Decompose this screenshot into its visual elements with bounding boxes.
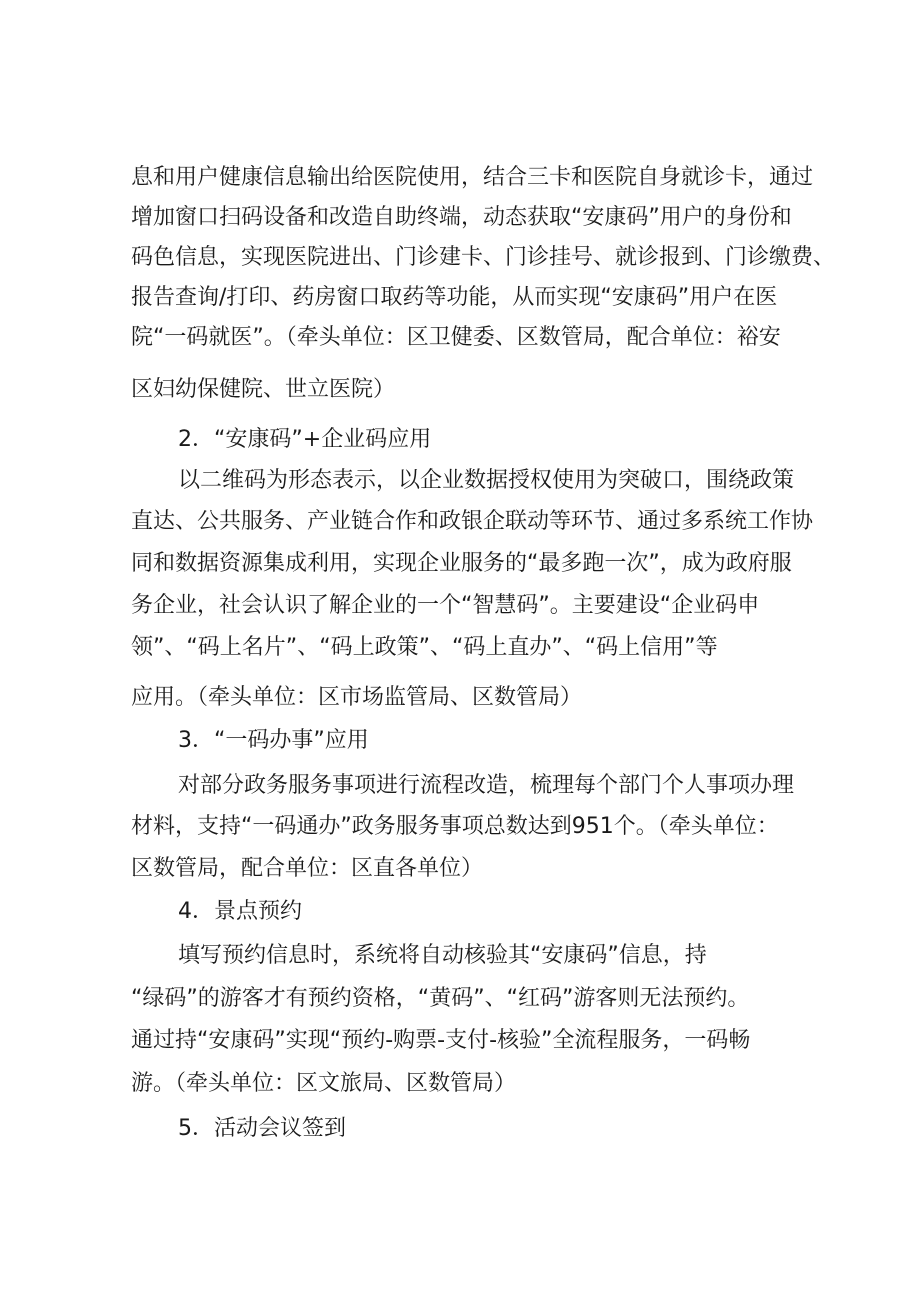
section-heading-4: 4．景点预约	[178, 899, 302, 924]
section-heading-3: 3．“一码办事”应用	[178, 728, 369, 753]
text-line: 直达、公共服务、产业链合作和政银企联动等环节、通过多系统工作协	[131, 509, 814, 534]
text-line: 对部分政务服务事项进行流程改造，梳理每个部门个人事项办理	[178, 773, 795, 798]
text-line: 区妇幼保健院、世立医院）	[131, 377, 396, 402]
text-line: 息和用户健康信息输出给医院使用，结合三卡和医院自身就诊卡，通过	[131, 165, 814, 190]
text-line: 增加窗口扫码设备和改造自助终端，动态获取“安康码”用户的身份和	[131, 205, 792, 230]
text-line: 以二维码为形态表示，以企业数据授权使用为突破口，围绕政策	[178, 468, 795, 493]
text-line: 同和数据资源集成利用，实现企业服务的“最多跑一次”，成为政府服	[131, 551, 792, 576]
text-line: 游。（牵头单位：区文旅局、区数管局）	[131, 1071, 517, 1096]
text-line: 码色信息，实现医院进出、门诊建卡、门诊挂号、就诊报到、门诊缴费、	[131, 245, 836, 270]
text-line: “绿码”的游客才有预约资格，“黄码”、“红码”游客则无法预约。	[131, 986, 750, 1011]
text-line: 务企业，社会认识了解企业的一个“智慧码”。主要建设“企业码申	[131, 593, 760, 618]
text-line: 院“一码就医”。（牵头单位：区卫健委、区数管局，配合单位：裕安	[131, 325, 781, 350]
text-line: 报告查询/打印、药房窗口取药等功能，从而实现“安康码”用户在医	[131, 285, 778, 310]
text-line: 填写预约信息时，系统将自动核验其“安康码”信息，持	[178, 943, 707, 968]
text-line: 区数管局，配合单位：区直各单位）	[131, 856, 484, 881]
section-heading-2: 2．“安康码”+企业码应用	[178, 427, 432, 452]
text-line: 领”、“码上名片”、“码上政策”、“码上直办”、“码上信用”等	[131, 635, 718, 660]
section-heading-5: 5．活动会议签到	[178, 1116, 346, 1141]
text-line: 通过持“安康码”实现“预约-购票-支付-核验”全流程服务，一码畅	[131, 1028, 751, 1053]
text-line: 材料，支持“一码通办”政务服务事项总数达到951个。（牵头单位：	[131, 814, 779, 839]
text-line: 应用。（牵头单位：区市场监管局、区数管局）	[131, 685, 583, 710]
